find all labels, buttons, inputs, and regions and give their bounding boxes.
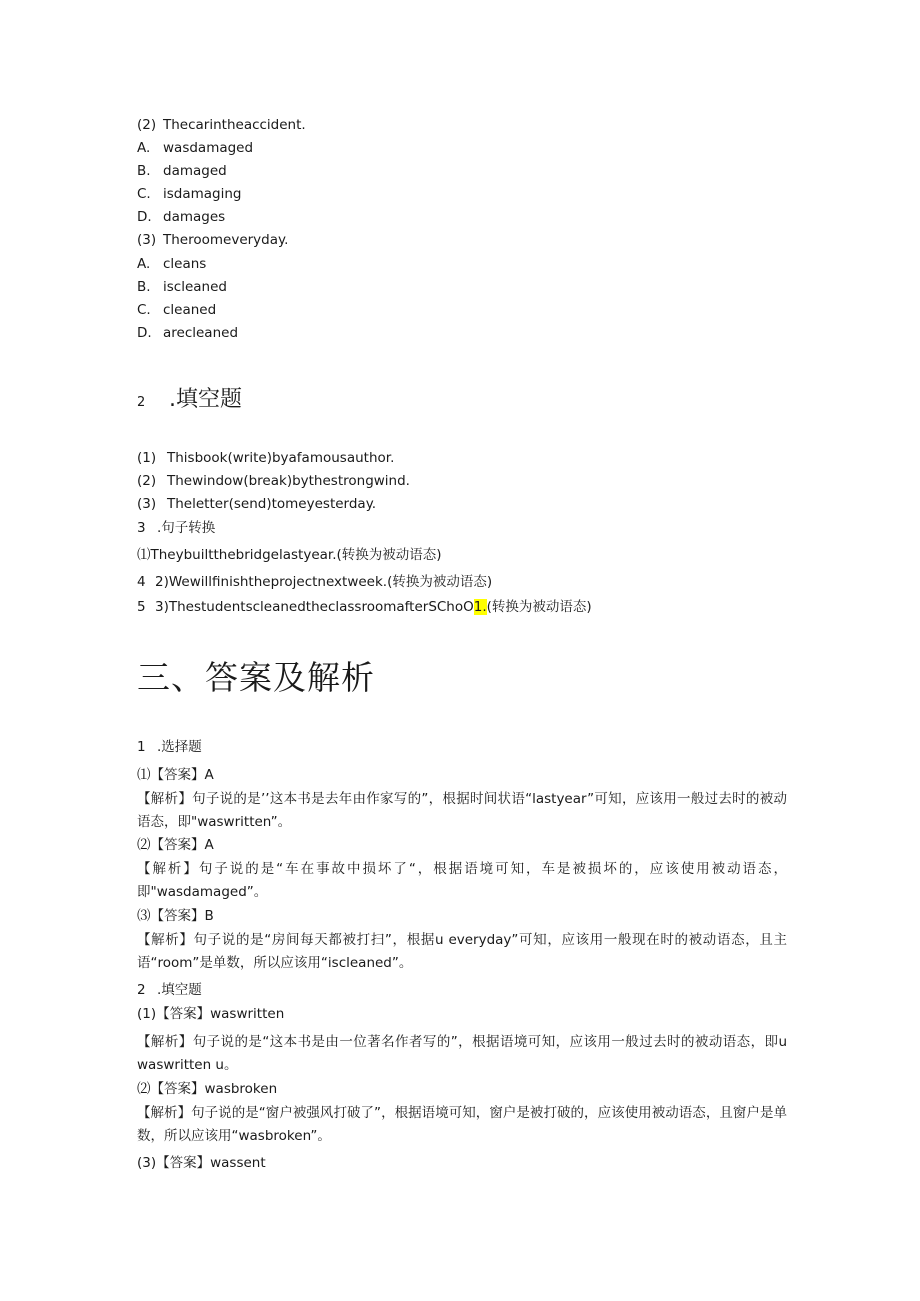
option-letter: D. [137,209,152,225]
question-number: (3) [137,232,157,248]
fill-item-3 [137,495,376,513]
fill-analysis-1: 【解析】句子说的是“这本书是由一位著名作者写的”，根据语境可知，应该用一般过去时的被动语态，即u waswritten u。 [137,1034,787,1073]
item-text: Thisbook(write)byafamousauthor. [167,450,395,466]
option-letter: B. [137,163,151,179]
option-letter: D. [137,325,152,341]
item-number: 5 [137,599,146,615]
transform-item-2 [137,573,492,591]
answers-choice-heading [137,738,202,756]
fill-section-heading [137,386,242,417]
option-text: damaged [163,163,227,179]
section-title: .填空题 [157,982,202,998]
analysis-1: 【解析】句子说的是’’这本书是去年由作家写的”，根据时间状语“lastyear”可知，应该用一般过去时的被动语态，即"waswritten”。 [137,791,787,830]
transform-section-heading [137,519,215,537]
option-d [137,208,225,226]
option-letter: C. [137,302,151,318]
section-number: 2 [137,395,146,410]
option-text: iscleaned [163,279,227,295]
item-number: (3) [137,496,157,512]
question-text: Thecarintheaccident. [163,117,306,133]
section-title: .选择题 [157,739,202,755]
option-letter: A. [137,140,151,156]
option-a [137,139,253,157]
option-text: arecleaned [163,325,239,341]
option-letter: B. [137,279,151,295]
answer-2: ⑵【答案】A [137,837,214,853]
answers-fill-heading [137,981,202,999]
analysis-3: 【解析】句子说的是“房间每天都被打扫”，根据u everyday”可知，应该用一般现在时的被动语态，且主语“room”是单数，所以应该用“iscleaned”。 [137,932,787,971]
item-text-suffix: (转换为被动语态) [486,599,592,615]
item-number: (2) [137,473,157,489]
transform-item-3 [137,598,592,616]
highlighted-text: 1. [473,599,487,615]
answer-1: ⑴【答案】A [137,767,214,783]
option-letter: C. [137,186,151,202]
question-3 [137,231,288,249]
section-title: .句子转换 [157,520,216,536]
option-c [137,185,242,203]
fill-answer-1: (1)【答案】waswritten [137,1006,285,1022]
item-number: (1) [137,450,157,466]
question-text: Theroomeveryday. [163,232,289,248]
transform-item-1: ⑴Theybuiltthebridgelastyear.(转换为被动语态) [137,547,442,563]
option-c [137,301,216,319]
item-text: Thewindow(break)bythestrongwind. [167,473,410,489]
section-number: 3 [137,520,146,536]
fill-item-1 [137,449,394,467]
option-b [137,278,227,296]
question-number: (2) [137,117,157,133]
fill-analysis-2: 【解析】句子说的是“窗户被强风打破了”，根据语境可知，窗户是被打破的，应该使用被动语态，且窗户是单数，所以应该用“wasbroken”。 [137,1105,787,1144]
section-title: .填空题 [169,387,242,412]
question-2 [137,116,306,134]
fill-item-2 [137,472,410,490]
item-text: Theletter(send)tomeyesterday. [167,496,377,512]
item-text: 3)ThestudentscleanedtheclassroomafterSChoO [155,599,474,615]
answers-title: 三、答案及解析 [137,658,375,697]
option-text: isdamaging [163,186,242,202]
answer-3: ⑶【答案】B [137,908,214,924]
option-a [137,255,206,273]
section-number: 2 [137,982,146,998]
fill-answer-2: ⑵【答案】wasbroken [137,1081,278,1097]
item-text: 2)Wewillfinishtheprojectnextweek.(转换为被动语态) [155,574,493,590]
section-number: 1 [137,739,146,755]
option-b [137,162,227,180]
fill-answer-3: (3)【答案】wassent [137,1155,266,1171]
item-number: 4 [137,574,146,590]
option-text: wasdamaged [163,140,254,156]
option-text: cleans [163,256,207,272]
option-letter: A. [137,256,151,272]
option-text: cleaned [163,302,217,318]
analysis-2: 【解析】句子说的是“车在事故中损坏了“，根据语境可知，车是被损坏的，应该使用被动语态，即"wasdamaged”。 [137,861,787,900]
option-text: damages [163,209,226,225]
option-d [137,324,238,342]
